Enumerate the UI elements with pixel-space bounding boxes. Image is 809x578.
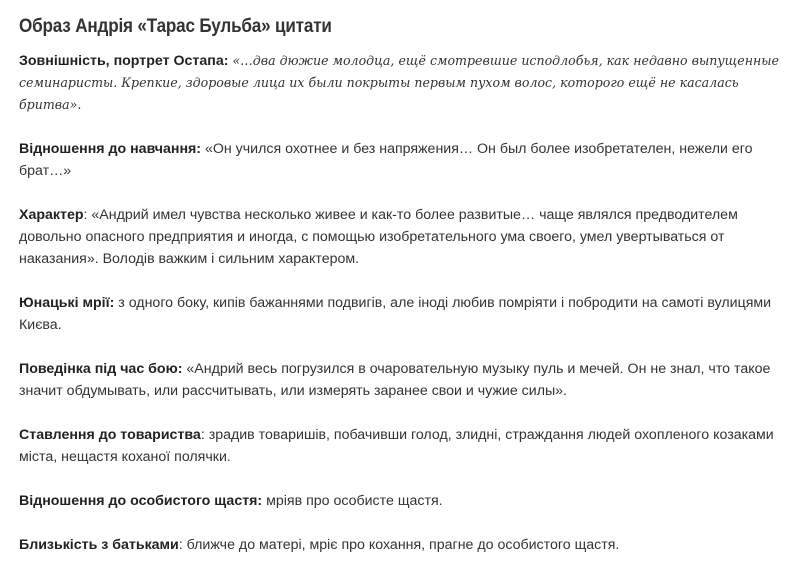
section-text: з одного боку, кипів бажаннями подвигів, але іноді любив помріяти і побродити на самоті вулицями Києва. (19, 295, 772, 333)
section-comrades (19, 424, 799, 468)
section-appearance (19, 50, 799, 116)
section-text: «Он учился охотнее и без напряжения… Он был более изобретателен, нежели его брат…» (19, 141, 753, 179)
section-text: «…два дюжие молодца, ещё смотревшие исподлобья, как недавно выпущенные семинаристы. Крепкие, здоровые лица их были покрыты первым пухом волос, которого ещё не касалась бритва». (19, 53, 780, 112)
section-label: Поведінка під час бою: (19, 361, 183, 377)
section-character (19, 204, 799, 270)
article (19, 14, 799, 578)
page-title: Образ Андрія «Тарас Бульба» цитати (19, 16, 332, 37)
section-parents (19, 534, 799, 556)
section-text: : «Андрий имел чувства несколько живее и как-то более развитые… чаще являлся предводителем довольно опасного предприятия и иногда, с помощью изобретательного ума своего, умел увертываться от наказания». Володів важким і сильним характером. (19, 207, 738, 267)
section-label: Юнацькі мрії: (19, 295, 115, 311)
section-dreams (19, 292, 799, 336)
section-label: Близькість з батьками (19, 537, 179, 553)
section-label: Характер (19, 207, 84, 223)
section-text: мріяв про особисте щастя. (262, 493, 443, 509)
section-label: Відношення до навчання: (19, 141, 202, 157)
section-text: : ближче до матері, мріє про кохання, прагне до особистого щастя. (178, 537, 620, 553)
section-studies (19, 138, 799, 182)
section-battle (19, 358, 799, 402)
section-label: Ставлення до товариства (19, 427, 201, 443)
section-happiness (19, 490, 799, 512)
section-label: Відношення до особистого щастя: (19, 493, 263, 509)
section-text: «Андрий весь погрузился в очаровательную музыку пуль и мечей. Он не знал, что такое значит обдумывать, или рассчитывать, или измерять заранее свои и чужие силы». (19, 361, 771, 399)
section-text: : зрадив товаришів, побачивши голод, злидні, страждання людей охопленого козаками міста, нещастя коханої полячки. (19, 427, 774, 465)
section-label: Зовнішність, портрет Остапа: (19, 53, 229, 69)
